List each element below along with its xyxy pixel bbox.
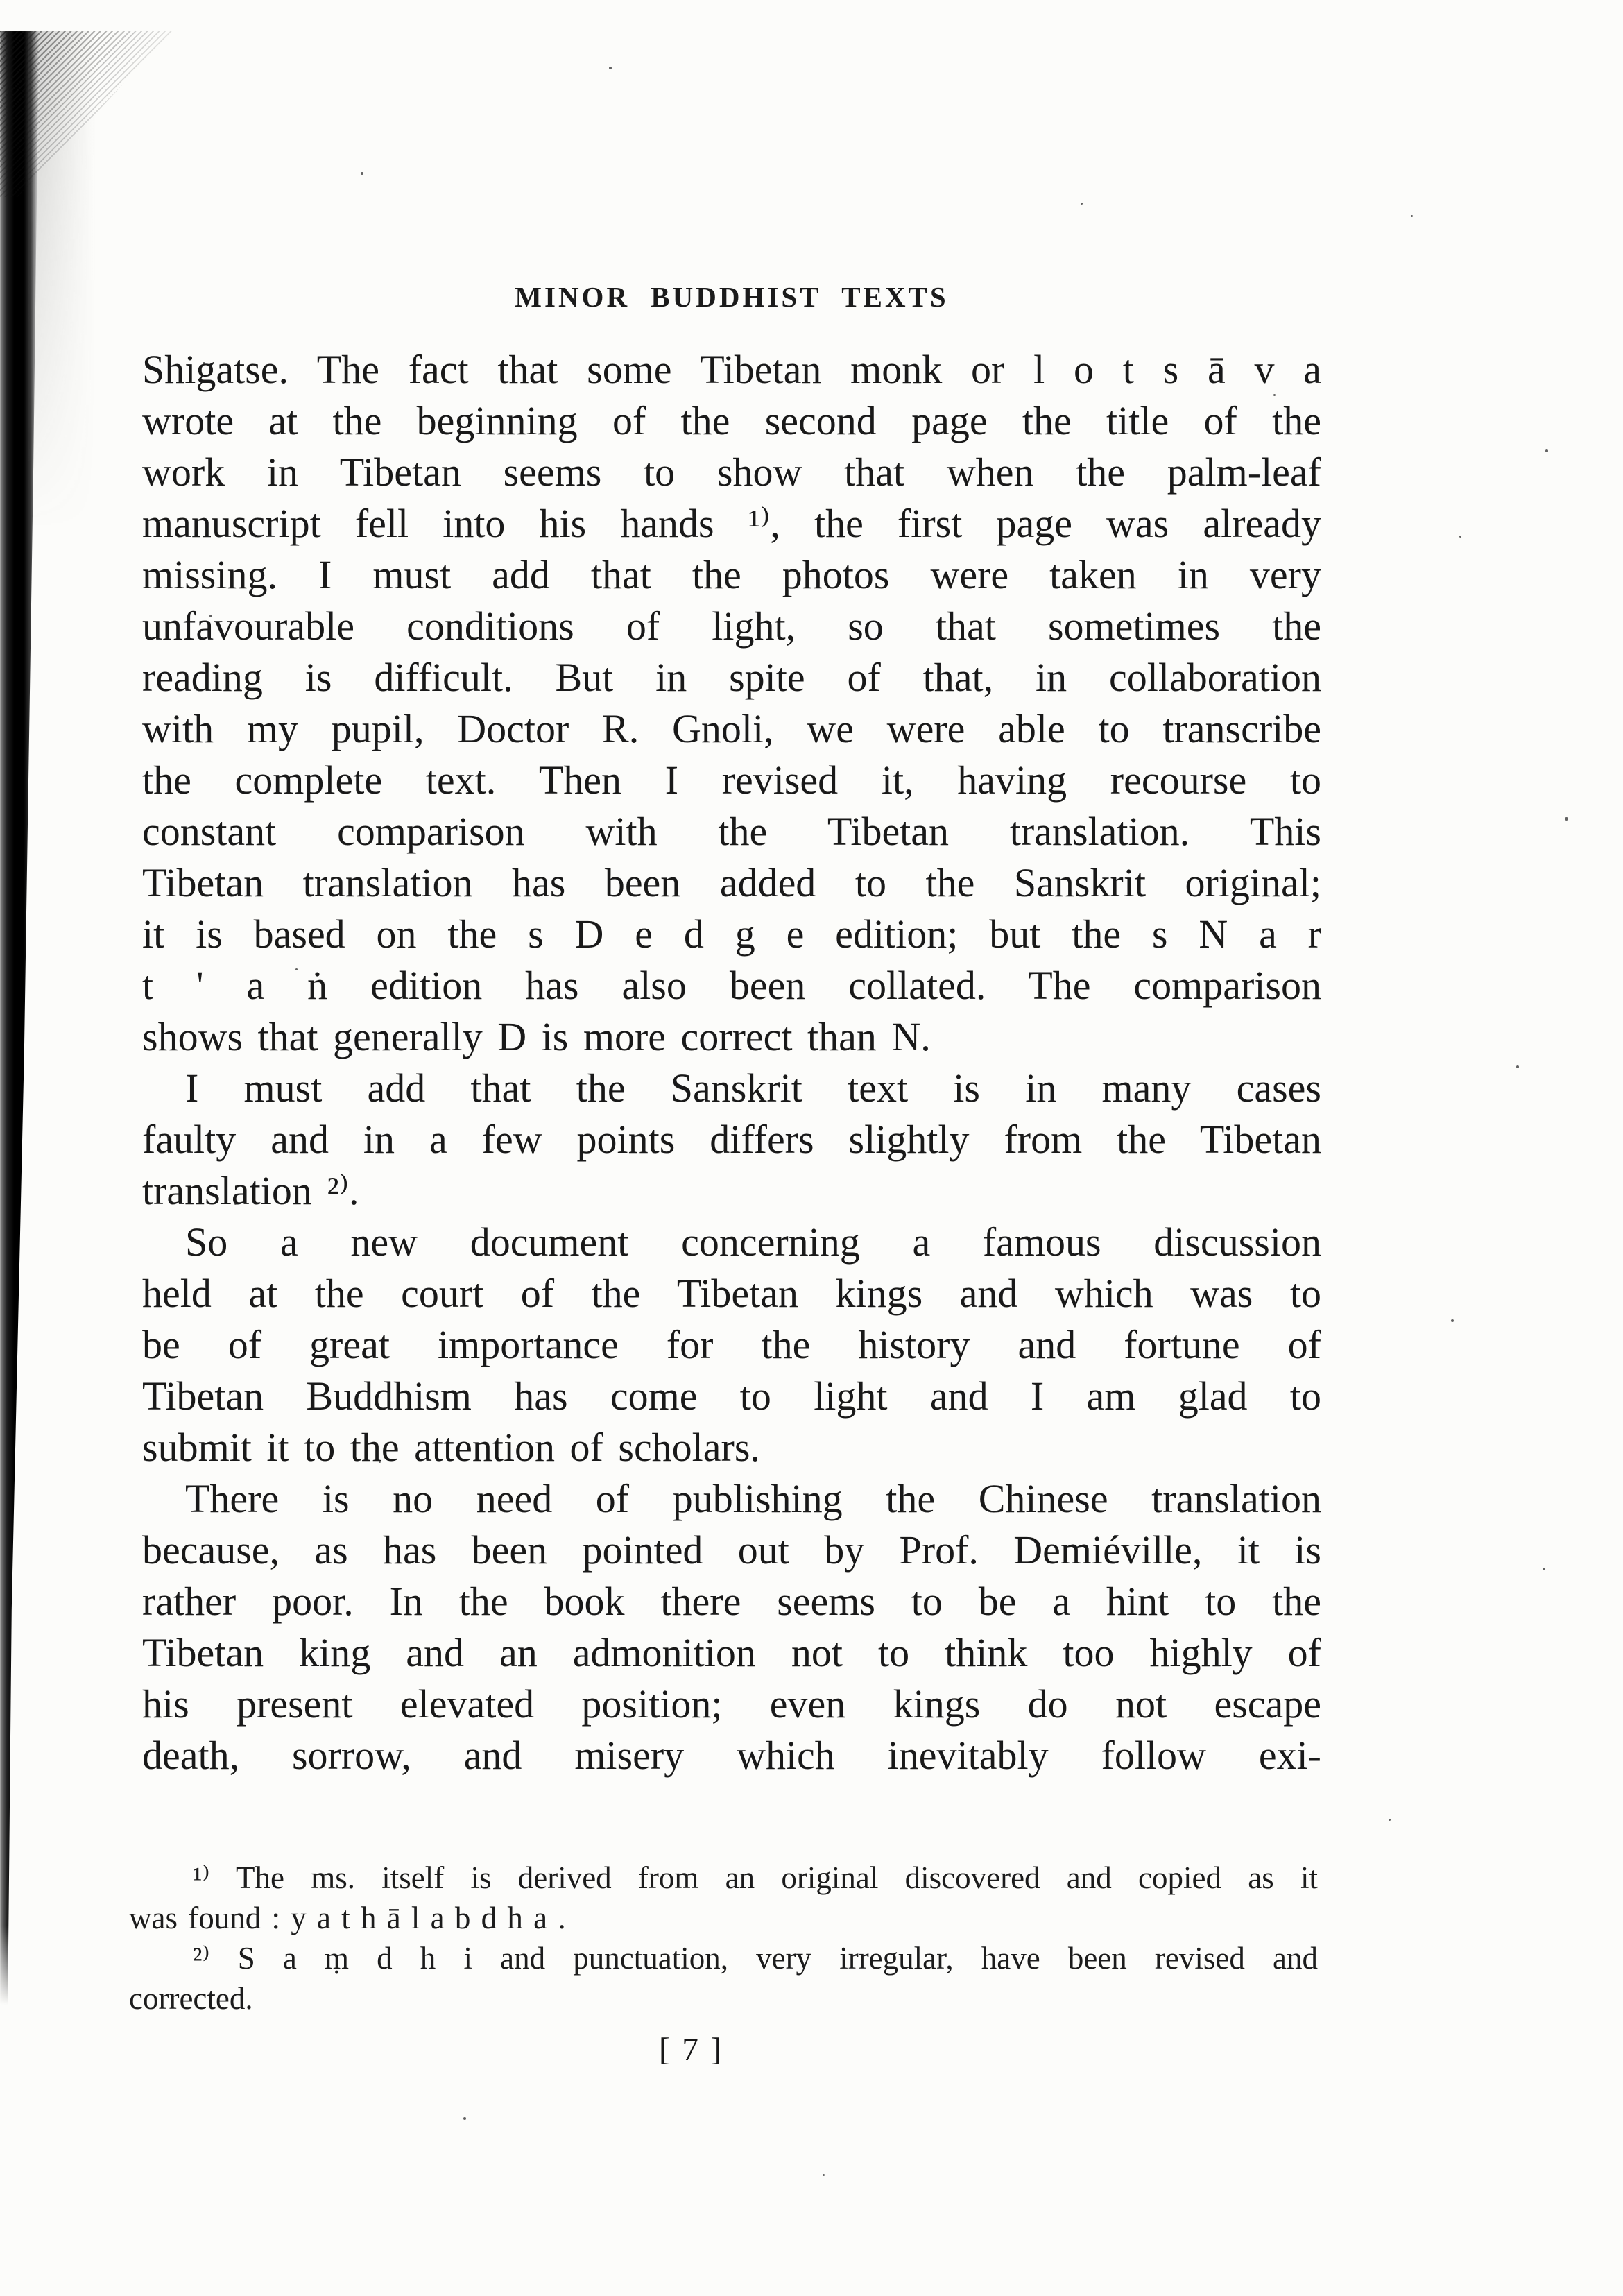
footnotes-section	[129, 1858, 1318, 2019]
body-text-line: held at the court of the Tibetan kings and which was to	[142, 1271, 1321, 1316]
body-text-line: constant comparison with the Tibetan translation. This	[142, 809, 1321, 854]
body-text-line: the complete text. Then I revised it, having recourse to	[142, 757, 1321, 803]
body-text-line: his present elevated position; even kings do not escape	[142, 1681, 1321, 1727]
body-text-line: reading is difficult. But in spite of that, in collaboration	[142, 655, 1321, 700]
body-text-line: faulty and in a few points differs slightly from the Tibetan	[142, 1117, 1321, 1162]
body-text-line: Tibetan translation has been added to the Sanskrit original;	[142, 860, 1321, 905]
footnote-line: ²⁾ S a ṃ d h i and punctuation, very irregular, have been revised and	[193, 1941, 1318, 1976]
body-text-line: death, sorrow, and misery which inevitably follow exi-	[142, 1733, 1321, 1778]
body-text-line: unfavourable conditions of light, so that sometimes the	[142, 603, 1321, 649]
body-text-line: with my pupil, Doctor R. Gnoli, we were able to transcribe	[142, 706, 1321, 751]
body-text-line: work in Tibetan seems to show that when the palm-leaf	[142, 449, 1321, 495]
body-text-line: manuscript fell into his hands ¹⁾, the first page was already	[142, 501, 1321, 546]
body-text-line: missing. I must add that the photos were taken in very	[142, 552, 1321, 597]
scan-artifact-gray-wash	[28, 31, 118, 530]
body-text-line: wrote at the beginning of the second page the title of the	[142, 398, 1321, 443]
body-text-line: So a new document concerning a famous discussion	[185, 1219, 1321, 1265]
body-text-line: it is based on the s D e d g e edition; but the s N a r	[142, 911, 1321, 957]
page-number: [ 7 ]	[659, 2032, 724, 2068]
footnote-line: ¹⁾ The ms. itself is derived from an original discovered and copied as it	[193, 1860, 1318, 1895]
body-text-line: Shigatse. The fact that some Tibetan monk or l o t s ā v a	[142, 347, 1321, 392]
body-text-line: There is no need of publishing the Chinese translation	[185, 1476, 1321, 1521]
body-text-line: Tibetan Buddhism has come to light and I am glad to	[142, 1373, 1321, 1419]
body-text-line: be of great importance for the history and fortune of	[142, 1322, 1321, 1367]
footnote-line: corrected.	[129, 1981, 253, 2016]
body-text-line: t ' a ṅ edition has also been collated. The comparison	[142, 963, 1321, 1008]
body-text-line: Tibetan king and an admonition not to think too highly of	[142, 1630, 1321, 1675]
body-text-line: because, as has been pointed out by Prof. Demiéville, it is	[142, 1527, 1321, 1573]
body-text	[142, 344, 1321, 1781]
body-text-line: shows that generally D is more correct than N.	[142, 1014, 931, 1059]
body-text-line: submit it to the attention of scholars.	[142, 1425, 760, 1470]
body-text-line: rather poor. In the book there seems to be a hint to the	[142, 1579, 1321, 1624]
running-head-title: MINOR BUDDHIST TEXTS	[515, 281, 949, 313]
body-text-line: translation ²⁾.	[142, 1168, 359, 1213]
body-text-line: I must add that the Sanskrit text is in many cases	[185, 1065, 1321, 1111]
footnote-line: was found : y a t h ā l a b d h a .	[129, 1901, 566, 1935]
